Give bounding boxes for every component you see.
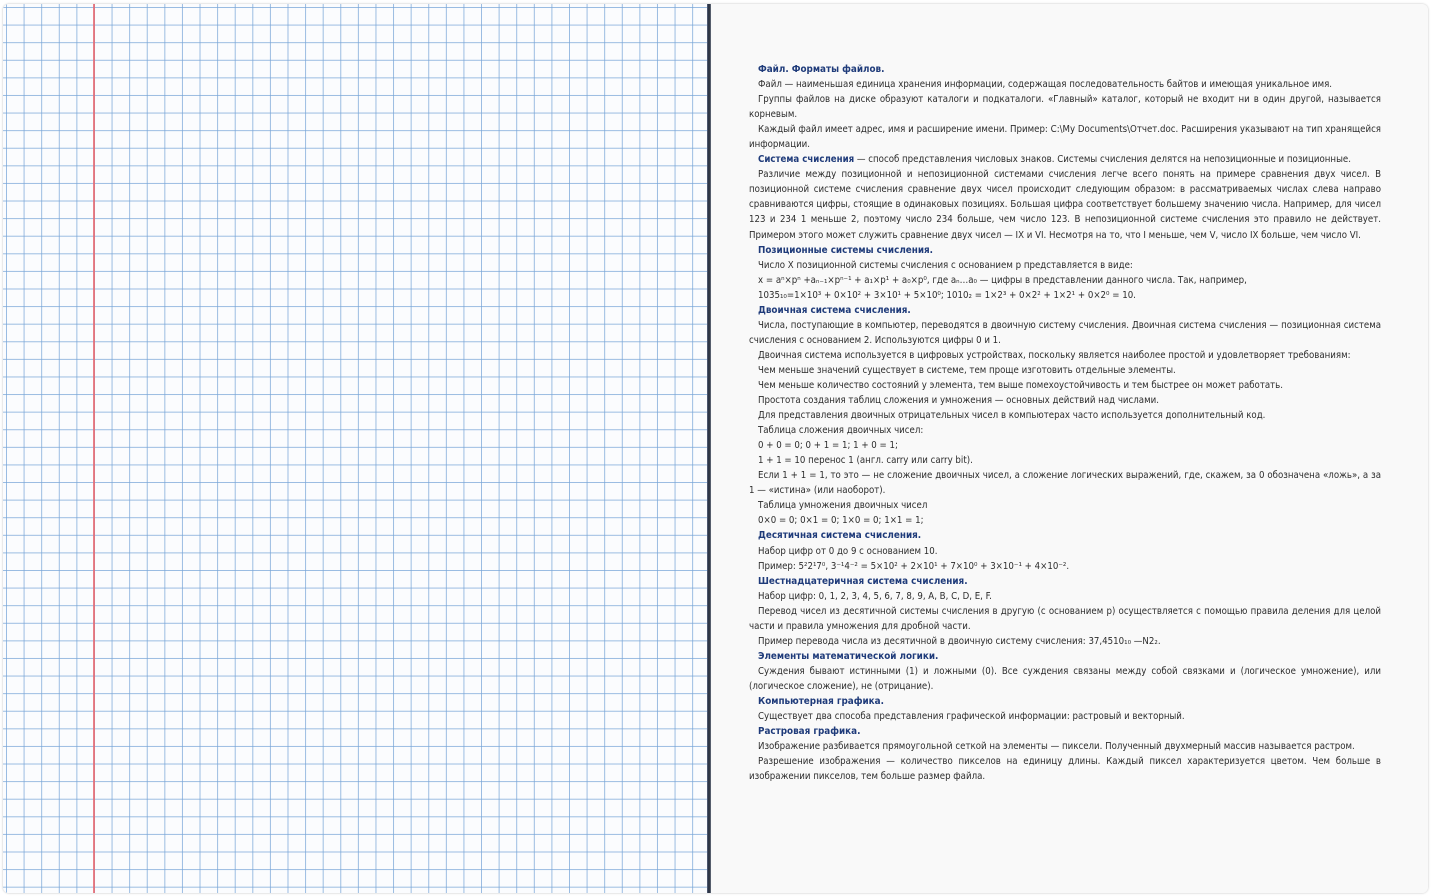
paragraph-with-term: [749, 152, 1381, 167]
section-heading: Шестнадцатеричная система счисления.: [758, 575, 968, 587]
red-margin-line: [93, 4, 95, 893]
paragraph: Существует два способа представления графической информации: растровый и векторный.: [758, 711, 1185, 723]
section-heading: Элементы математической логики.: [758, 650, 939, 662]
paragraph: Простота создания таблиц сложения и умножения — основных действий над числами.: [758, 395, 1159, 407]
inline-term: Система счисления: [758, 154, 855, 166]
paragraph: Двоичная система используется в цифровых устройствах, поскольку является наиболее простой и удовлетворяет требованиям:: [758, 349, 1351, 361]
paragraph: Каждый файл имеет адрес, имя и расширение имени. Пример: C:\My Documents\Отчет.doc. Расширения указывают на тип хранящейся информации.: [749, 124, 1381, 151]
paragraph: 1 + 1 = 10 перенос 1 (англ. carry или carry bit).: [758, 455, 973, 467]
paragraph: Пример перевода числа из десятичной в двоичную систему счисления: 37,4510₁₀ —N2₂.: [758, 635, 1161, 647]
paragraph: Набор цифр: 0, 1, 2, 3, 4, 5, 6, 7, 8, 9, A, B, C, D, E, F.: [758, 590, 992, 602]
notebook-spread: [3, 4, 1428, 893]
paragraph: x = aⁿ×pⁿ +aₙ₋₁×pⁿ⁻¹ + a₁×p¹ + a₀×p⁰, где aₙ…a₀ — цифры в представлении данного числа. Так, например,: [758, 274, 1247, 286]
paragraph: 0 + 0 = 0; 0 + 1 = 1; 1 + 0 = 1;: [758, 440, 898, 452]
section-heading: Десятичная система счисления.: [758, 530, 922, 542]
section-heading: Растровая графика.: [758, 726, 861, 738]
paragraph: 0×0 = 0; 0×1 = 0; 1×0 = 0; 1×1 = 1;: [758, 515, 924, 527]
paragraph: Числа, поступающие в компьютер, переводятся в двоичную систему счисления. Двоичная система счисления — позиционная система счисления с основанием 2. Используются цифры 0 и 1.: [749, 319, 1381, 346]
text-page: [711, 4, 1428, 893]
paragraph: Таблица сложения двоичных чисел:: [758, 425, 924, 437]
section-heading: Двоичная система счисления.: [758, 304, 911, 316]
paragraph: Перевод чисел из десятичной системы счисления в другую (с основанием p) осуществляется с помощью правила деления для целой части и правила умножения для дробной части.: [749, 605, 1381, 632]
paragraph: Число X позиционной системы счисления с основанием p представляется в виде:: [758, 259, 1133, 271]
paragraph: 1035₁₀=1×10³ + 0×10² + 3×10¹ + 5×10⁰; 1010₂ = 1×2³ + 0×2² + 1×2¹ + 0×2⁰ = 10.: [758, 289, 1136, 301]
paragraph: Разрешение изображения — количество пикселов на единицу длины. Каждый пиксел характеризуется цветом. Чем больше в изображении пикселов, тем больше размер файла.: [749, 756, 1381, 783]
section-heading: Файл. Форматы файлов.: [758, 64, 885, 75]
paragraph: Группы файлов на диске образуют каталоги и подкаталоги. «Главный» каталог, который не входит ни в один другой, называется корневым.: [749, 94, 1381, 121]
paragraph: Файл — наименьшая единица хранения информации, содержащая последовательность байтов и имеющая уникальное имя.: [758, 79, 1333, 91]
paragraph-text: — способ представления числовых знаков. Системы счисления делятся на непозиционные и позиционные.: [854, 154, 1351, 166]
section-heading: Позиционные системы счисления.: [758, 244, 934, 256]
section-heading: Компьютерная графика.: [758, 695, 884, 707]
reference-text: [749, 62, 1381, 784]
paragraph: Таблица умножения двоичных чисел: [758, 500, 928, 512]
paragraph: Набор цифр от 0 до 9 с основанием 10.: [758, 545, 938, 557]
paragraph: Чем меньше количество состояний у элемента, тем выше помехоустойчивость и тем быстрее он может работать.: [758, 379, 1284, 391]
paragraph: Изображение разбивается прямоугольной сеткой на элементы — пиксели. Полученный двухмерный массив называется растром.: [758, 741, 1355, 753]
grid-page: [3, 4, 709, 893]
paragraph: Различие между позиционной и непозиционной системами счисления легче всего понять на примере сравнения двух чисел. В позиционной системе счисления сравнение двух чисел происходит следующим образом: в рассматриваемых числах слева направо сравниваются цифры, стоящие в одинаковых позициях. Большая цифра соответствует большему значению числа. Например, для чисел 123 и 234 1 меньше 2, поэтому число 234 больше, чем число 123. В непозиционной системе счисления это правило не действует. Примером этого может служить сравнение двух чисел — IX и VI. Несмотря на то, что I меньше, чем V, число IX больше, чем число VI.: [749, 169, 1381, 241]
paragraph: Если 1 + 1 = 1, то это — не сложение двоичных чисел, а сложение логических выражений, где, скажем, за 0 обозначена «ложь», а за 1 — «истина» (или наоборот).: [749, 470, 1381, 497]
paragraph: Суждения бывают истинными (1) и ложными (0). Все суждения связаны между собой связками и (логическое умножение), или (логическое сложение), не (отрицание).: [749, 665, 1381, 692]
paragraph: Пример: 5²2¹7⁰, 3⁻¹4⁻² = 5×10² + 2×10¹ + 7×10⁰ + 3×10⁻¹ + 4×10⁻².: [758, 560, 1070, 572]
paragraph: Для представления двоичных отрицательных чисел в компьютерах часто используется дополнительный код.: [758, 410, 1266, 422]
paragraph: Чем меньше значений существует в системе, тем проще изготовить отдельные элементы.: [758, 364, 1176, 376]
